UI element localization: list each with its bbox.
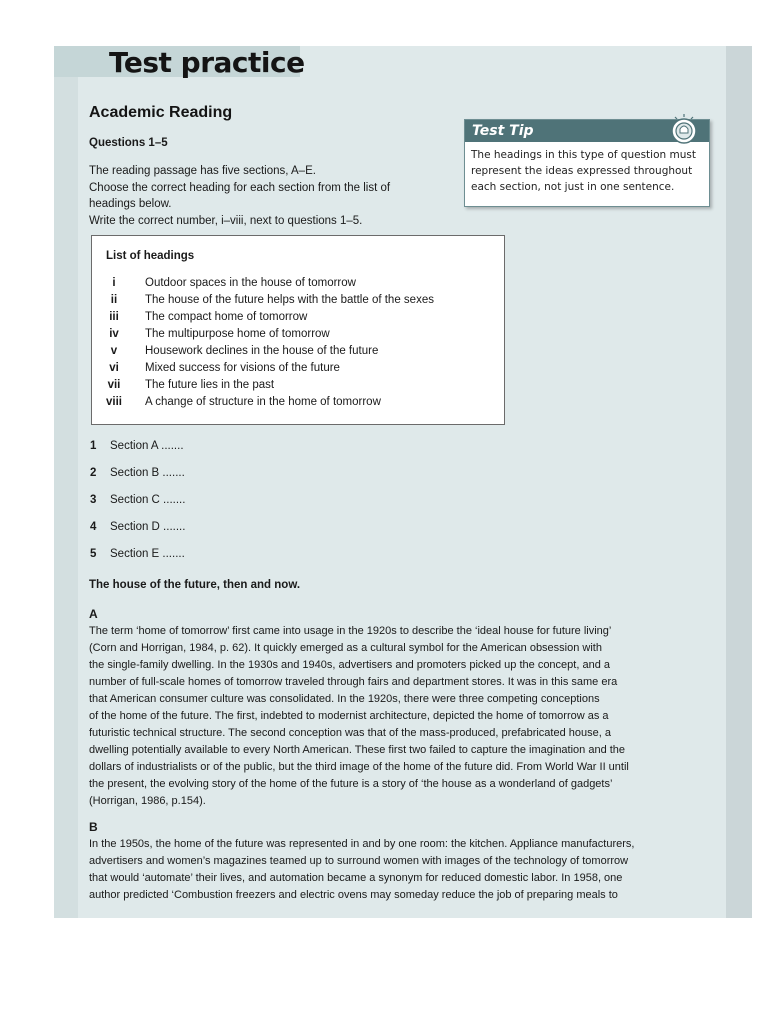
page-title: Test practice [109, 46, 305, 79]
heading-numeral: i [112, 277, 116, 289]
test-tip-title: Test Tip [465, 120, 709, 142]
heading-text: Mixed success for visions of the future [145, 362, 340, 374]
tip-line: represent the ideas expressed throughout [471, 165, 693, 177]
instructions [89, 163, 449, 229]
test-tip-text [465, 142, 709, 195]
right-margin-strip [726, 46, 752, 918]
question-text: Section E ....... [110, 548, 185, 560]
question-item [90, 465, 185, 481]
paragraph-line: author predicted ‘Combustion freezers and electric ovens may someday reduce the job of preparing meals to [89, 889, 618, 901]
paragraph-line: that would ‘automate’ their lives, and automation became a synonym for reduced domestic labor. In 1958, one [89, 872, 623, 884]
paragraph-line: number of full-scale homes of tomorrow traveled through fairs and department stores. It was in this same era [89, 676, 618, 688]
question-item [90, 546, 185, 562]
tip-line: each section, not just in one sentence. [471, 181, 675, 193]
passage-title: The house of the future, then and now. [89, 579, 301, 591]
left-margin-strip [54, 46, 78, 918]
instruction-line: Write the correct number, i–viii, next to questions 1–5. [89, 214, 363, 227]
question-number: 4 [90, 521, 97, 533]
question-number: 1 [90, 440, 97, 452]
paragraph-line: dwelling potentially available to every North American. These first two failed to capture the imagination and the [89, 744, 626, 756]
lightbulb-icon [667, 112, 701, 146]
question-text: Section B ....... [110, 467, 185, 479]
tip-line: The headings in this type of question must [471, 149, 696, 161]
question-number: 3 [90, 494, 97, 506]
list-of-headings-title: List of headings [106, 250, 195, 262]
heading-text: A change of structure in the home of tomorrow [145, 396, 381, 408]
paragraph-line: futuristic technical structure. The second conception was that of the mass-produced, prefabricated house, a [89, 727, 611, 739]
paragraph-line: advertisers and women’s magazines teamed up to surround women with images of the technology of tomorrow [89, 855, 629, 867]
section-a-paragraph [89, 623, 719, 810]
question-item [90, 492, 185, 508]
heading-numeral: iii [109, 311, 119, 323]
list-of-headings-box [91, 235, 505, 425]
question-number: 2 [90, 467, 97, 479]
question-text: Section D ....... [110, 521, 186, 533]
heading-text: The future lies in the past [145, 379, 275, 391]
paragraph-line: the present, the evolving story of the home of the future is a story of ‘the house as a wonderland of gadgets’ [89, 778, 613, 790]
section-b-paragraph [89, 836, 719, 904]
heading-numeral: vi [109, 362, 119, 374]
heading-numeral: vii [107, 379, 121, 391]
paragraph-line: of the home of the future. The first, indebted to modernist architecture, depicted the home of tomorrow as a [89, 710, 609, 722]
questions-heading: Questions 1–5 [89, 137, 168, 149]
instruction-line: Choose the correct heading for each section from the list of [89, 181, 391, 194]
paragraph-line: The term ‘home of tomorrow’ first came into usage in the 1920s to describe the ‘ideal house for future living’ [89, 625, 612, 637]
instruction-line: headings below. [89, 198, 172, 210]
heading-numeral: ii [110, 294, 118, 306]
test-tip-box [464, 119, 710, 207]
question-item [90, 438, 184, 454]
section-label-a: A [89, 607, 98, 621]
paragraph-line: (Corn and Horrigan, 1984, p. 62). It quickly emerged as a cultural symbol for the American obsession with [89, 642, 602, 654]
question-text: Section C ....... [110, 494, 186, 506]
paragraph-line: dollars of industrialists or of the public, but the third image of the home of the future did. From World War II until [89, 761, 629, 773]
paragraph-line: (Horrigan, 1986, p.154). [89, 795, 206, 807]
paragraph-line: In the 1950s, the home of the future was represented in and by one room: the kitchen. Appliance manufacturers, [89, 838, 635, 850]
paragraph-line: the single-family dwelling. In the 1930s and 1940s, advertisers and promoters picked up the concept, and a [89, 659, 610, 671]
heading-numeral: v [110, 345, 118, 357]
instruction-line: The reading passage has five sections, A–E. [89, 165, 316, 177]
heading-text: Outdoor spaces in the house of tomorrow [145, 277, 356, 289]
section-label-b: B [89, 820, 98, 834]
heading-text: The compact home of tomorrow [145, 311, 308, 323]
heading-text: Housework declines in the house of the future [145, 345, 379, 357]
heading-numeral: viii [106, 396, 122, 408]
heading-text: The house of the future helps with the battle of the sexes [145, 294, 434, 306]
textbook-page [54, 46, 752, 918]
question-item [90, 519, 185, 535]
heading-numeral: iv [109, 328, 119, 340]
heading-text: The multipurpose home of tomorrow [145, 328, 330, 340]
paragraph-line: that American consumer culture was consolidated. In the 1920s, there were three competing conceptions [89, 693, 600, 705]
section-heading: Academic Reading [89, 104, 233, 121]
question-number: 5 [90, 548, 97, 560]
question-text: Section A ....... [110, 440, 184, 452]
